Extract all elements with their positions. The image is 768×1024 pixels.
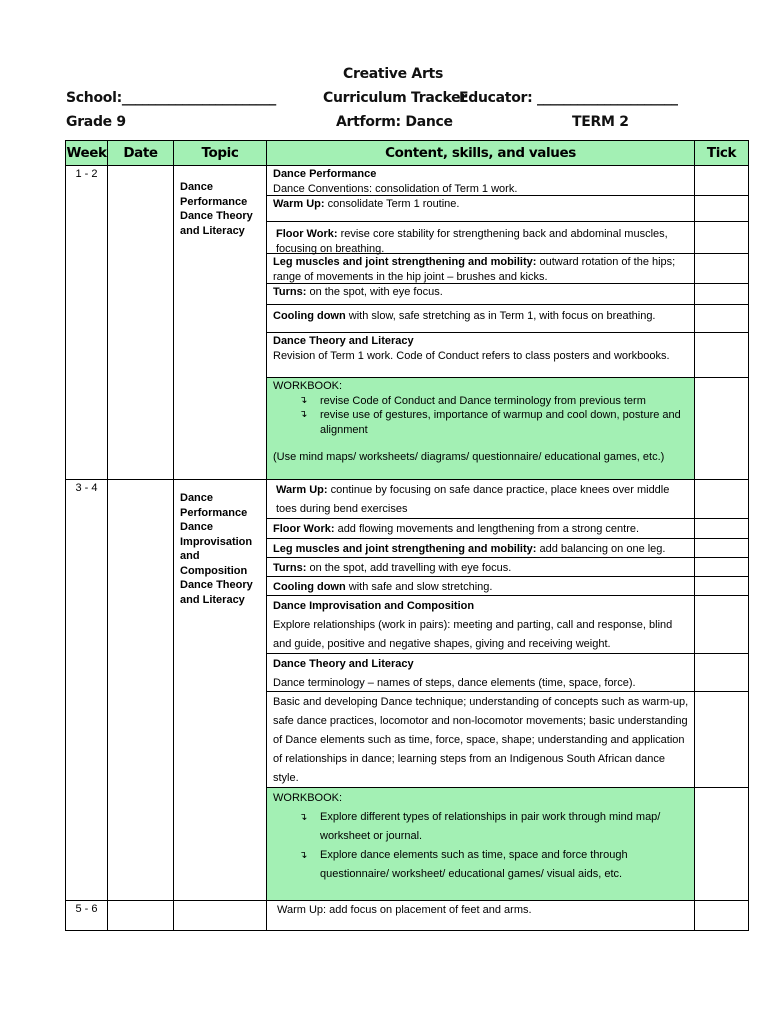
topic-line: and Literacy bbox=[180, 593, 245, 606]
content-bold: Turns: bbox=[273, 286, 307, 298]
content-block bbox=[267, 519, 694, 539]
content-cell bbox=[267, 901, 695, 931]
content-block bbox=[267, 654, 694, 692]
content-bold: Cooling down bbox=[273, 310, 346, 322]
topic-line: and bbox=[180, 550, 200, 562]
content-text: Revision of Term 1 work. Code of Conduct refers to class posters and workbooks. bbox=[273, 349, 670, 362]
topic-line: Dance Theory bbox=[180, 210, 253, 222]
date-cell[interactable] bbox=[108, 166, 174, 480]
content-text: consolidate Term 1 routine. bbox=[324, 198, 460, 210]
content-bold: Leg muscles and joint strengthening and mobility: bbox=[273, 543, 537, 555]
topic-line: Performance bbox=[180, 506, 248, 519]
content-text: revise core stability for strengthening back and abdominal muscles, focusing on breathing. bbox=[276, 228, 668, 255]
content-block bbox=[267, 166, 694, 196]
content-block bbox=[267, 577, 694, 596]
content-block bbox=[267, 558, 694, 577]
topic-line: Dance bbox=[180, 181, 214, 193]
topic-cell bbox=[174, 480, 267, 901]
content-block bbox=[267, 596, 694, 654]
content-bold: Leg muscles and joint strengthening and mobility: bbox=[273, 256, 537, 268]
list-item: ↴ revise use of gestures, importance of warmup and cool down, posture and alignment bbox=[320, 408, 689, 437]
topic-line: Dance bbox=[180, 492, 214, 504]
content-cell bbox=[267, 166, 695, 480]
col-tick: Tick bbox=[695, 141, 749, 166]
tick-cell[interactable] bbox=[695, 480, 749, 901]
content-block bbox=[267, 692, 694, 788]
table-row bbox=[66, 480, 749, 901]
content-text: Warm Up: add focus on placement of feet and arms. bbox=[277, 904, 532, 916]
col-content: Content, skills, and values bbox=[267, 141, 695, 166]
topic-cell bbox=[174, 166, 267, 480]
content-bold: Warm Up: bbox=[273, 198, 325, 210]
content-text: Dance terminology – names of steps, dance elements (time, space, force). bbox=[273, 677, 636, 689]
content-text: with slow, safe stretching as in Term 1, with focus on breathing. bbox=[345, 310, 656, 322]
list-item: ↴ Explore different types of relationships in pair work through mind map/ worksheet or journal. bbox=[320, 808, 689, 846]
content-text: on the spot, add travelling with eye focus. bbox=[306, 562, 512, 574]
artform-label: Artform: Dance bbox=[336, 114, 453, 130]
doc-title: Creative Arts bbox=[343, 66, 443, 82]
content-bold: Warm Up: bbox=[276, 484, 328, 496]
content-text: add flowing movements and lengthening from a strong centre. bbox=[334, 523, 640, 535]
content-text: Basic and developing Dance technique; understanding of concepts such as warm-up, safe dance practices, locomotor and non-locomotor movements; basic understanding of Dance elements such as time, force, space, shape; understanding and application of relationships in dance; learning steps from an Indigenous South African dance style. bbox=[273, 696, 689, 784]
content-text: continue by focusing on safe dance practice, place knees over middle toes during bend exercises bbox=[276, 484, 670, 515]
content-text: add balancing on one leg. bbox=[536, 543, 666, 555]
topic-cell bbox=[174, 901, 267, 931]
content-block bbox=[267, 305, 694, 333]
content-text: outward rotation of the hips; range of movements in the hip joint – brushes and kicks. bbox=[273, 256, 676, 283]
content-text: on the spot, with eye focus. bbox=[306, 286, 443, 298]
col-week: Week bbox=[66, 141, 108, 166]
table-row bbox=[66, 901, 749, 931]
tick-cell[interactable] bbox=[695, 901, 749, 931]
curriculum-table bbox=[65, 140, 749, 931]
content-bold: Cooling down bbox=[273, 581, 346, 593]
term-label: TERM 2 bbox=[572, 114, 629, 130]
workbook-list bbox=[273, 808, 689, 884]
week-cell: 3 - 4 bbox=[66, 480, 108, 901]
col-topic: Topic bbox=[174, 141, 267, 166]
table-row bbox=[66, 166, 749, 480]
week-cell: 1 - 2 bbox=[66, 166, 108, 480]
workbook-block bbox=[267, 378, 694, 479]
workbook-block bbox=[267, 788, 694, 900]
content-bold: Turns: bbox=[273, 562, 307, 574]
tick-cell[interactable] bbox=[695, 166, 749, 480]
content-block bbox=[267, 480, 694, 519]
list-item: ↴ Explore dance elements such as time, space and force through questionnaire/ worksheet/ educational games/ visual aids, etc. bbox=[320, 846, 689, 884]
content-heading: Dance Performance bbox=[273, 168, 377, 180]
workbook-label: WORKBOOK: bbox=[273, 792, 343, 804]
content-block bbox=[267, 284, 694, 305]
content-heading: Dance Theory and Literacy bbox=[273, 658, 414, 670]
week-cell: 5 - 6 bbox=[66, 901, 108, 931]
topic-line: Dance Theory bbox=[180, 579, 253, 591]
content-block bbox=[267, 222, 694, 254]
date-cell[interactable] bbox=[108, 480, 174, 901]
content-text: Explore relationships (work in pairs): meeting and parting, call and response, blind and guide, positive and negative shapes, giving and receiving weight. bbox=[273, 619, 673, 650]
content-block bbox=[267, 539, 694, 558]
date-cell[interactable] bbox=[108, 901, 174, 931]
content-bold: Floor Work: bbox=[273, 523, 335, 535]
content-bold: Floor Work: bbox=[276, 228, 338, 240]
table-header-row bbox=[66, 141, 749, 166]
school-field[interactable]: School:_______________________ bbox=[66, 90, 276, 106]
grade-label: Grade 9 bbox=[66, 114, 126, 130]
topic-line: Composition bbox=[180, 564, 248, 577]
content-heading: Dance Improvisation and Composition bbox=[273, 600, 475, 612]
content-cell bbox=[267, 480, 695, 901]
content-heading: Dance Theory and Literacy bbox=[273, 335, 414, 347]
topic-line: and Literacy bbox=[180, 224, 245, 237]
workbook-list bbox=[273, 394, 689, 438]
educator-field[interactable]: Educator: _____________________ bbox=[459, 90, 678, 106]
content-block bbox=[267, 196, 694, 222]
topic-line: Performance bbox=[180, 195, 248, 208]
topic-line: Improvisation bbox=[180, 535, 253, 548]
tracker-title: Curriculum Tracker bbox=[323, 90, 467, 106]
col-date: Date bbox=[108, 141, 174, 166]
workbook-label: WORKBOOK: bbox=[273, 380, 343, 392]
list-item: ↴ revise Code of Conduct and Dance terminology from previous term bbox=[320, 394, 689, 409]
content-text: with safe and slow stretching. bbox=[345, 581, 493, 593]
content-text: Dance Conventions: consolidation of Term 1 work. bbox=[273, 182, 518, 195]
content-block bbox=[267, 333, 694, 378]
workbook-note: (Use mind maps/ worksheets/ diagrams/ questionnaire/ educational games, etc.) bbox=[273, 451, 665, 463]
content-block bbox=[267, 254, 694, 284]
topic-line: Dance bbox=[180, 521, 214, 533]
